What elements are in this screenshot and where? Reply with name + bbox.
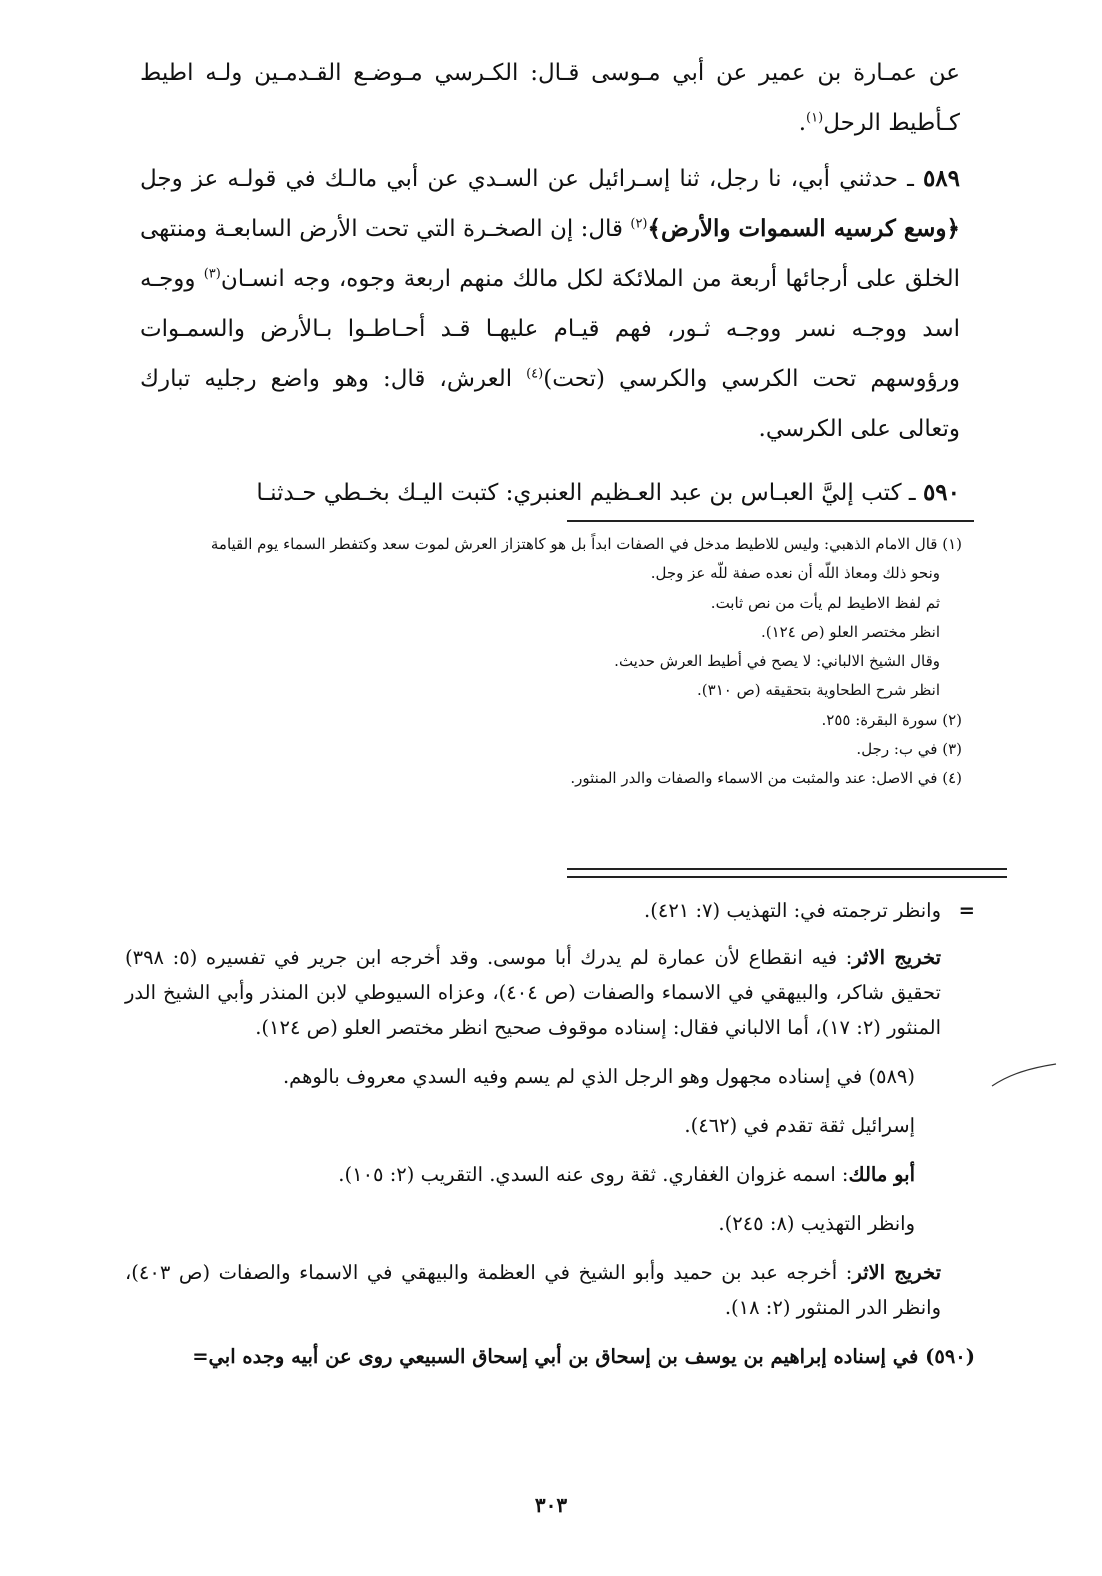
quran-verse: ﴿وسع كرسيه السموات والأرض﴾ (647, 215, 960, 242)
hadith-number-590: ٥٩٠ (922, 479, 960, 506)
takhrij-label: تخريج الاثر (852, 1261, 941, 1284)
note-number-589: (٥٨٩) (868, 1065, 915, 1088)
hadith-number-589: ٥٨٩ (922, 165, 960, 192)
paragraph-590-text: ـ كتب إليَّ العبـاس بن عبد العـظيم العنبري: كتبت اليـك بخـطي حـدثنـا (256, 480, 923, 506)
paragraph-589-text-2: قال: إن الصخـرة التي تحت الأرض السابعـة ومنتهى الخلق على أرجائها أربعة من الملائكة لكل مالك منهم اربعة وجوه، وجه انسـان (140, 216, 961, 292)
takhrij-block-2 (125, 1255, 975, 1325)
page-number: ٣٠٣ (534, 1493, 568, 1517)
footnote-line: انظر مختصر العلو (ص ١٢٤). (761, 622, 940, 641)
paragraph-1 (140, 48, 960, 148)
paragraph-589-text-4: العرش، قال: وهو واضع رجليه تبارك وتعالى على الكرسي. (140, 366, 960, 442)
footnote-line: ثم لفظ الاطيط لم يأت من نص ثابت. (710, 593, 940, 612)
section-double-divider (567, 868, 1007, 878)
footnote-ref-1: (١) (806, 110, 824, 126)
continuation-mark: = (958, 899, 975, 922)
note-590 (125, 1339, 975, 1374)
main-text (140, 48, 960, 532)
takhrij-continuation (125, 893, 975, 928)
footnote-line: انظر شرح الطحاوية بتحقيقه (ص ٣١٠). (697, 681, 940, 700)
paragraph-590 (140, 468, 960, 518)
paragraph-589-text-3: ووجـه اسد ووجـه نسر ووجـه ثـور، فهم قيـام عليهـا قـد أحـاطـوا بـالأرض والسمـوات ورؤوسهم تحت الكرسي والكرسي (تحت) (140, 266, 961, 392)
abu-malik-label: أبو مالك (848, 1163, 915, 1186)
takhrij-label: تخريج الاثر (852, 946, 941, 969)
note-abu-malik (125, 1157, 975, 1192)
note-590-text: في إسناده إبراهيم بن يوسف بن إسحاق بن أبي إسحاق السبيعي روى عن أبيه وجده ابي= (192, 1345, 926, 1368)
footnote-line: (٣) في ب: رجل. (856, 740, 962, 759)
paragraph-589 (140, 154, 960, 454)
footnote-line: (٢) سورة البقرة: ٢٥٥. (821, 710, 962, 729)
footnote-line: ونحو ذلك ومعاذ اللّه أن نعده صفة للّه عز وجل. (650, 564, 940, 583)
footnote-line: (١) قال الامام الذهبي: وليس للاطيط مدخل في الصفات ابداً بل هو كاهتزاز العرش لموت سعد وكتفطر السماء يوم القيامة (210, 535, 962, 553)
note-israil: إسرائيل ثقة تقدم في (٤٦٢). (684, 1114, 915, 1137)
paragraph-1-end: . (798, 110, 807, 136)
abu-malik-text: : اسمه غزوان الغفاري. ثقة روى عنه السدي. التقريب (٢: ١٠٥). (338, 1163, 849, 1186)
takhrij-text: : فيه انقطاع لأن عمارة لم يدرك أبا موسى. وقد أخرجه ابن جرير في تفسيره (٥: ٣٩٨) تحقيق شاكر، والبيهقي في الاسماء والصفات (ص ٤٠٤)، وعزاه السيوطي لابن المنذر وأبي الشيخ الدر المنثور (٢: ١٧)، أما الالباني فقال: إسناده موقوف صحيح انظر مختصر العلو (ص ١٢٤). (125, 946, 941, 1039)
takhrij-line-1: وانظر ترجمته في: التهذيب (٧: ٤٢١). (644, 899, 941, 922)
note-tahdhib: وانظر التهذيب (٨: ٢٤٥). (718, 1212, 915, 1235)
pen-mark-icon (990, 1060, 1060, 1090)
paragraph-589-text-1: ـ حدثني أبي، نا رجل، ثنا إسـرائيل عن السـدي عن أبي مالـك في قولـه عز وجل (140, 166, 923, 192)
footnote-ref-4: (٤) (526, 366, 544, 382)
takhrij-block-1 (125, 940, 975, 1045)
takhrij-section (125, 893, 975, 1374)
note-589 (125, 1059, 975, 1094)
footnotes (132, 530, 962, 794)
footnote-divider (567, 520, 974, 522)
footnote-line: وقال الشيخ الالباني: لا يصح في أطيط العرش حديث. (614, 652, 940, 671)
note-589-text: في إسناده مجهول وهو الرجل الذي لم يسم وفيه السدي معروف بالوهم. (282, 1065, 869, 1088)
note-number-590: (٥٩٠) (925, 1345, 975, 1368)
footnote-line: (٤) في الاصل: عند والمثبت من الاسماء والصفات والدر المنثور. (570, 769, 962, 788)
footnote-ref-3: (٣) (203, 266, 221, 282)
paragraph-1-text: عن عمـارة بن عمير عن أبي مـوسى قـال: الكـرسي مـوضـع القـدمـين ولـه اطيط كـأطيط الرحل (140, 60, 960, 136)
takhrij-text: : أخرجه عبد بن حميد وأبو الشيخ في العظمة والبيهقي في الاسماء والصفات (ص ٤٠٣)، وانظر الدر المنثور (٢: ١٨). (125, 1261, 941, 1319)
footnote-ref-2: (٢) (630, 216, 648, 232)
